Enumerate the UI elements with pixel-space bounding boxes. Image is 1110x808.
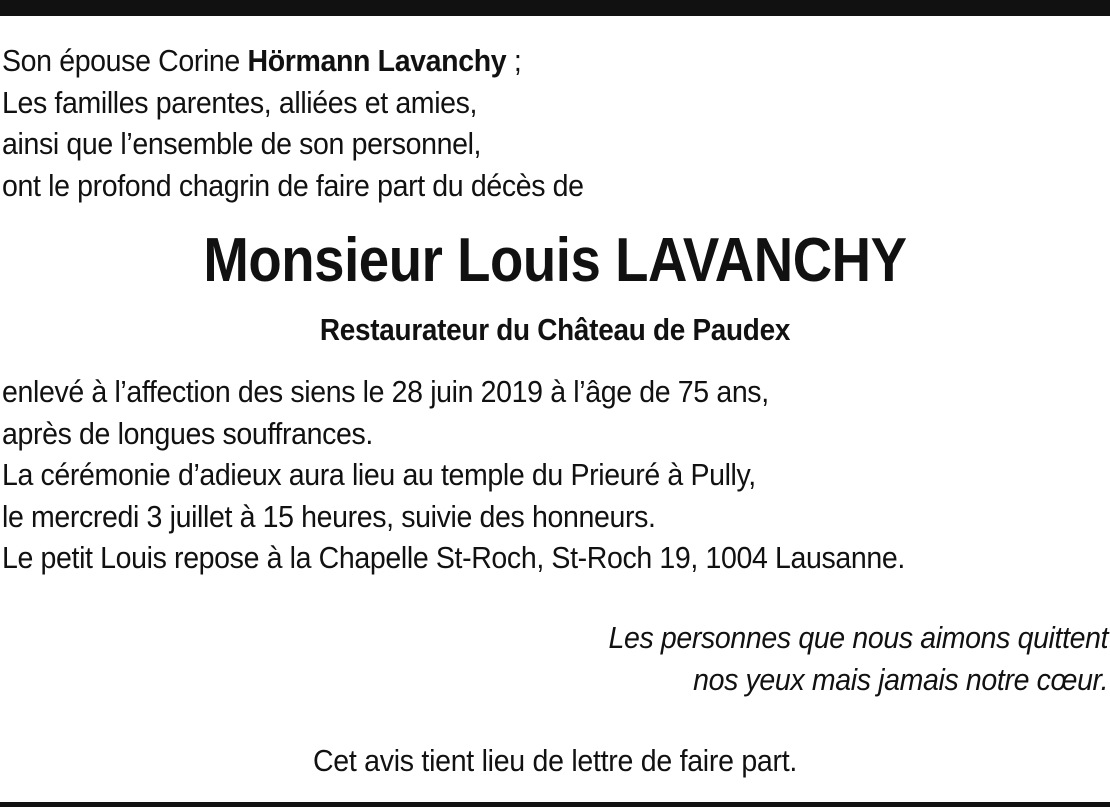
details-line-4: le mercredi 3 juillet à 15 heures, suivie des honneurs. <box>2 498 656 534</box>
top-border-rule <box>0 0 1110 16</box>
intro-line-4: ont le profond chagrin de faire part du décès de <box>2 167 584 203</box>
intro-line-2: Les familles parentes, alliées et amies, <box>2 84 478 120</box>
intro-line-1 <box>2 40 584 82</box>
details-line-1: enlevé à l’affection des siens le 28 juin 2019 à l’âge de 75 ans, <box>2 374 769 409</box>
intro-line-1-suffix: ; <box>506 43 522 78</box>
details-paragraph <box>2 371 905 579</box>
intro-line-1-prefix: Son épouse Corine <box>2 43 248 78</box>
quote-line-1: Les personnes que nous aimons quittent <box>608 620 1108 655</box>
deceased-name: Monsieur Louis LAVANCHY <box>203 226 907 295</box>
footer-note: Cet avis tient lieu de lettre de faire part. <box>312 743 798 778</box>
quote-line-2: nos yeux mais jamais notre cœur. <box>692 662 1108 697</box>
intro-line-3: ainsi que l’ensemble de son personnel, <box>2 126 482 161</box>
spouse-surname: Hörmann Lavanchy <box>247 43 507 78</box>
details-line-3: La cérémonie d’adieux aura lieu au temple du Prieuré à Pully, <box>2 457 756 492</box>
details-line-5: Le petit Louis repose à la Chapelle St-Roch, St-Roch 19, 1004 Lausanne. <box>2 540 905 575</box>
intro-paragraph <box>2 40 584 206</box>
bottom-border-rule <box>0 802 1110 807</box>
details-line-2: après de longues souffrances. <box>2 415 373 451</box>
deceased-title: Restaurateur du Château de Paudex <box>319 312 791 347</box>
memorial-quote <box>608 617 1108 701</box>
